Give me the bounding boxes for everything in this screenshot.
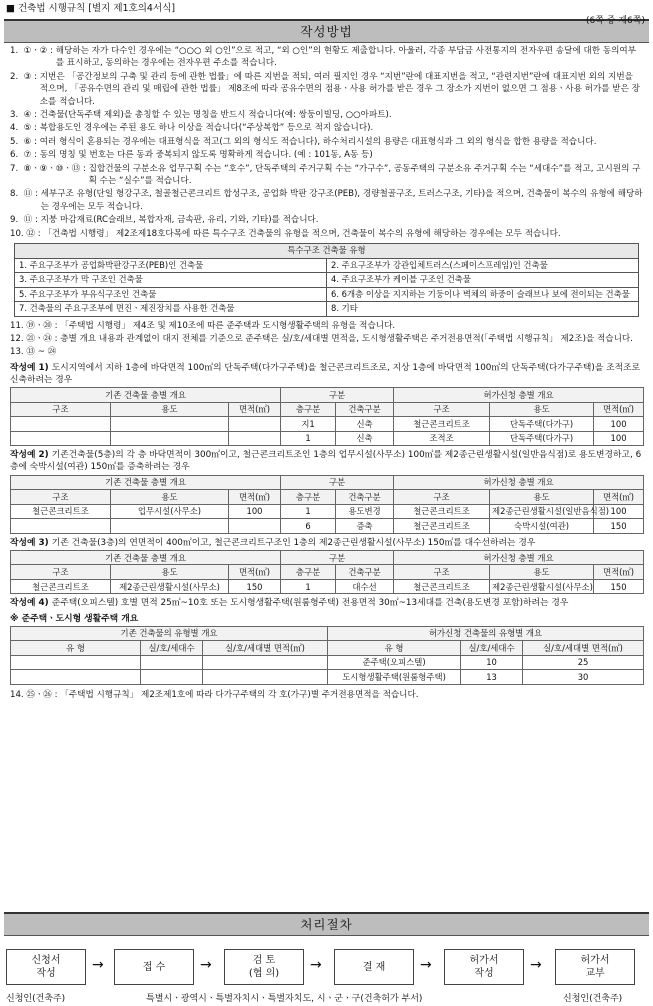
instruction-item — [10, 320, 643, 332]
header-bdiv: 건축구분 — [336, 490, 394, 505]
instruction-item — [10, 149, 643, 161]
special-structure-box — [14, 243, 639, 317]
instruction-item — [10, 333, 643, 345]
special-type-cell: 5. 주요구조부가 부유식구조인 건축물 — [15, 287, 327, 302]
item-text — [59, 346, 643, 358]
example-table — [10, 550, 644, 595]
table-cell: 1 — [281, 579, 336, 594]
special-type-cell: 6. 6개층 이상을 지지하는 기둥이나 벽체의 하중이 슬래브나 보에 전이되는 건축물 — [327, 287, 639, 302]
table-cell — [11, 431, 111, 446]
header-use: 용도 — [490, 402, 594, 417]
table-cell: 지1 — [281, 417, 336, 432]
table-cell: 150 — [594, 579, 644, 594]
item-number: 13. ⑬ ~ ㉔ — [10, 347, 57, 358]
table-cell — [203, 670, 328, 685]
example-label: 작성예 3) — [10, 537, 49, 548]
table-cell: 단독주택(다가구) — [490, 431, 594, 446]
table-cell: 100 — [594, 417, 644, 432]
header-use: 용도 — [111, 402, 229, 417]
process-step-4: 결 재 — [334, 949, 414, 985]
header-div: 구분 — [281, 388, 394, 403]
header-area: 면적(㎡) — [229, 490, 281, 505]
header-div: 구분 — [281, 550, 394, 565]
item-text: 「건축법 시행령」 제2조제18호다목에 따른 특수구조 건축물의 유형을 적으며, 건축물이 복수의 유형에 해당하는 경우에는 모두 적습니다. — [43, 228, 561, 239]
process-step-5: 허가서 작성 — [444, 949, 524, 985]
header-struct: 구조 — [394, 402, 490, 417]
table-cell: 준주택(오피스텔) — [328, 655, 461, 670]
table-cell: 10 — [461, 655, 523, 670]
header-use: 용도 — [490, 490, 594, 505]
header-count: 실/호/세대수 — [141, 641, 203, 656]
item-number: 6. ⑦ : — [10, 150, 37, 161]
process-step-2: 접 수 — [114, 949, 194, 985]
item-text: 해당하는 자가 다수인 경우에는 “○○○ 외 ○인”으로 적고, “외 ○인”의 현황도 제출합니다. 아울러, 각종 부담금 사전통지의 전자우편 송달에 대한 동의여부를 표시하고, 동의하는 경우에는 전자우편 주소를 적습니다. — [55, 46, 637, 69]
item-text: 건축물(단독주택 제외)을 총칭할 수 있는 명칭을 반드시 적습니다(예: 쌍둥이빌딩, ○○아파트). — [39, 110, 392, 121]
item-number: 8. ⑪ : — [10, 189, 38, 200]
table-cell: 100 — [229, 504, 281, 519]
table-cell — [11, 519, 111, 534]
special-type-cell: 4. 주요구조부가 케이블 구조인 건축물 — [327, 273, 639, 288]
header-area: 면적(㎡) — [229, 402, 281, 417]
header-struct: 구조 — [11, 402, 111, 417]
header-floor: 층구분 — [281, 565, 336, 580]
item-number: 3. ④ : — [10, 110, 37, 121]
table-cell — [11, 670, 141, 685]
applicant-label-left: 신청인(건축주) — [6, 994, 66, 1004]
example-text: 기존 건축물(3층)의 연면적이 400㎡이고, 철근콘크리트구조인 1층의 제2종근린생활시설(사무소) 150㎡를 대수선하려는 경우 — [51, 537, 536, 548]
instruction-item — [10, 122, 643, 134]
table-cell — [141, 655, 203, 670]
process-flow — [0, 943, 653, 983]
section-title: 작성방법 — [4, 19, 649, 43]
table-cell: 신축 — [336, 431, 394, 446]
table-cell — [111, 431, 229, 446]
form-header: ■ 건축법 시행규칙 [별지 제1호의4서식] — [6, 3, 176, 14]
table-row — [11, 655, 644, 670]
instruction-item — [10, 346, 643, 358]
table-cell — [229, 519, 281, 534]
example-label: 작성예 1) — [10, 362, 49, 373]
table-cell: 철근콘크리트조 — [11, 579, 111, 594]
example-4-heading: 작성예 4) 준주택(오피스텔) 호별 면적 25㎡~10호 또는 도시형생활주택(원룸형주택) 전용면적 30㎡~13세대를 건축(용도변경 포함)하려는 경우 — [10, 598, 569, 609]
table-cell: 1 — [281, 504, 336, 519]
instruction-item — [10, 109, 643, 121]
table-cell: 대수선 — [336, 579, 394, 594]
example-heading — [10, 449, 643, 473]
instruction-item — [10, 188, 643, 213]
header-struct: 구조 — [11, 565, 111, 580]
item-text: 세부구조 유형(단일 형강구조, 철골철근콘크리트 합성구조, 공업화 박판 강구조(PEB), 경량철골구조, 트러스구조, 기타)을 적으며, 건축물이 복수의 유형에 해당하는 경우에는 모두 적습니다. — [40, 189, 643, 212]
item-text: 복합용도인 경우에는 주된 용도 하나 이상을 적습니다(“주상복합” 등으로 적지 않습니다). — [39, 123, 374, 134]
instruction-item — [10, 45, 643, 70]
table-cell: 조적조 — [394, 431, 490, 446]
table-cell: 제2종근린생활시설(사무소) — [111, 579, 229, 594]
instruction-14: 14. ㉕ㆍ㉖ : 「주택법 시행규칙」 제2조제1호에 따라 다가구주택의 각 호(가구)별 주거전용면적을 적습니다. — [10, 689, 419, 700]
header-count: 실/호/세대수 — [461, 641, 523, 656]
table-cell: 13 — [461, 670, 523, 685]
table-cell: 숙박시설(여관) — [490, 519, 594, 534]
table-row — [11, 519, 644, 534]
instructions-list — [10, 45, 643, 240]
table-cell — [229, 417, 281, 432]
header-permit-type: 허가신청 건축물의 유형별 개요 — [328, 626, 644, 641]
header-type: 유 형 — [11, 641, 141, 656]
header-floor: 층구분 — [281, 490, 336, 505]
arrow-right-icon: → — [92, 957, 104, 973]
special-type-cell: 8. 기타 — [327, 302, 639, 317]
instruction-item — [10, 163, 643, 188]
applicant-label-right: 신청인(건축주) — [563, 994, 623, 1004]
item-number: 11. ⑲ㆍ⑳ : — [10, 320, 58, 331]
header-area: 실/호/세대별 면적(㎡) — [203, 641, 328, 656]
table-cell — [111, 519, 229, 534]
header-permit: 허가신청 층별 개요 — [394, 550, 644, 565]
header-area: 면적(㎡) — [594, 402, 644, 417]
example-table — [10, 387, 644, 446]
item-text: 층별 개요 내용과 관계없이 대지 전체를 기준으로 준주택은 실/호/세대별 면적을, 도시형생활주택은 주거전용면적(「주택법 시행규칙」 제2조)을 적습니다. — [60, 334, 633, 344]
table-cell — [203, 655, 328, 670]
table-cell: 30 — [523, 670, 644, 685]
header-bdiv: 건축구분 — [336, 402, 394, 417]
table-cell — [11, 417, 111, 432]
item-text: 동의 명칭 및 번호는 다른 동과 중복되지 않도록 명확하게 적습니다. (예 : 101동, A동 등) — [39, 150, 373, 161]
table-cell: 도시형생활주택(원룸형주택) — [328, 670, 461, 685]
item-text: 집합건물의 구분소유 업무구획 수는 “호수”, 단독주택의 주거구획 수는 “가구수”, 공동주택의 구분소유 주거구획 수는 “세대수”를 적고, 고시원의 구획 수는 “실수”를 적습니다. — [88, 163, 641, 187]
item-number: 4. ⑤ : — [10, 123, 37, 134]
item-number: 12. ㉑ㆍ㉔ : — [10, 334, 58, 344]
header-permit: 허가신청 층별 개요 — [394, 388, 644, 403]
table-row — [11, 417, 644, 432]
header-area: 면적(㎡) — [229, 565, 281, 580]
item-number: 5. ⑥ : — [10, 136, 37, 147]
table-cell: 철근콘크리트조 — [394, 417, 490, 432]
example-4-table — [10, 626, 644, 685]
special-type-cell: 3. 주요구조부가 막 구조인 건축물 — [15, 273, 327, 288]
item-text: 여러 형식이 혼용되는 경우에는 대표형식을 적고(그 외의 형식도 적습니다), 하수처리시설의 용량은 대표형식과 그 외의 형식을 합한 용량을 적습니다. — [39, 136, 597, 147]
process-title: 처리절차 — [4, 912, 649, 936]
arrow-right-icon: → — [530, 957, 542, 973]
authority-label: 특별시ㆍ광역시ㆍ특별자치시ㆍ특별자치도, 시ㆍ군ㆍ구(건축허가 부서) — [146, 994, 423, 1004]
special-type-cell: 7. 건축물의 주요구조부에 면진ㆍ제진장치를 사용한 건축물 — [15, 302, 327, 317]
header-struct: 구조 — [394, 490, 490, 505]
instruction-item — [10, 228, 643, 240]
example-table — [10, 475, 644, 534]
header-use: 용도 — [490, 565, 594, 580]
header-exist: 기존 건축물 층별 개요 — [11, 550, 281, 565]
header-area: 면적(㎡) — [594, 565, 644, 580]
header-struct: 구조 — [11, 490, 111, 505]
table-cell: 150 — [229, 579, 281, 594]
header-area: 면적(㎡) — [594, 490, 644, 505]
arrow-right-icon: → — [310, 957, 322, 973]
table-cell: 신축 — [336, 417, 394, 432]
header-exist-type: 기존 건축물의 유형별 개요 — [11, 626, 328, 641]
table-cell: 6 — [281, 519, 336, 534]
special-type-cell: 2. 주요구조부가 강관입체트러스(스페이스프레임)인 건축물 — [327, 258, 639, 273]
table-cell: 철근콘크리트조 — [394, 519, 490, 534]
table-cell: 증축 — [336, 519, 394, 534]
table-cell: 용도변경 — [336, 504, 394, 519]
table-cell — [111, 417, 229, 432]
instructions-list-2 — [10, 320, 643, 359]
table-cell — [229, 431, 281, 446]
example-text: 기존건축물(5층)의 각 층 바닥면적이 300㎡이고, 철근콘크리트조인 1층의 업무시설(사무소) 100㎡를 제2종근린생활시설(일반음식점)로 용도변경하고, 6층에 숙박시설(여관) 150㎡를 증축하려는 경우 — [10, 450, 642, 473]
instruction-item — [10, 214, 643, 226]
table-cell: 제2종근린생활시설(사무소) — [490, 579, 594, 594]
example-heading — [10, 537, 643, 549]
special-box-title: 특수구조 건축물 유형 — [15, 244, 639, 259]
special-type-cell: 1. 주요구조부가 공업화박판강구조(PEB)인 건축물 — [15, 258, 327, 273]
instruction-item — [10, 136, 643, 148]
header-exist: 기존 건축물 층별 개요 — [11, 475, 281, 490]
header-area: 실/호/세대별 면적(㎡) — [523, 641, 644, 656]
example-text: 도시지역에서 지하 1층에 바닥면적 100㎡의 단독주택(다가구주택)을 철근콘크리트조로, 지상 1층에 바닥면적 100㎡의 단독주택(다가구주택)을 조적조로 신축하려는 경우 — [10, 362, 641, 386]
arrow-right-icon: → — [420, 957, 432, 973]
item-number: 2. ③ : — [10, 71, 37, 82]
example-label: 작성예 2) — [10, 450, 49, 461]
header-use: 용도 — [111, 490, 229, 505]
table-cell: 100 — [594, 504, 644, 519]
table-cell: 25 — [523, 655, 644, 670]
table-cell — [11, 655, 141, 670]
table-cell: 1 — [281, 431, 336, 446]
header-struct: 구조 — [394, 565, 490, 580]
header-bdiv: 건축구분 — [336, 565, 394, 580]
item-number: 9. ⑪ : — [10, 215, 38, 226]
table-cell: 제2종근린생활시설(일반음식점) — [490, 504, 594, 519]
header-exist: 기존 건축물 층별 개요 — [11, 388, 281, 403]
table-row — [11, 504, 644, 519]
table-cell: 100 — [594, 431, 644, 446]
item-text: 지붕 마감재료(RC슬래브, 복합자재, 금속판, 유리, 기와, 기타)를 적습니다. — [40, 215, 319, 226]
instruction-item — [10, 71, 643, 108]
table-cell: 단독주택(다가구) — [490, 417, 594, 432]
process-step-3: 검 토 (협 의) — [224, 949, 304, 985]
table-cell — [141, 670, 203, 685]
table-cell: 철근콘크리트조 — [394, 579, 490, 594]
header-use: 용도 — [111, 565, 229, 580]
table-cell: 150 — [594, 519, 644, 534]
item-number: 10. ⑫ : — [10, 228, 41, 239]
example-heading — [10, 362, 643, 386]
item-number: 7. ⑧ㆍ⑨ㆍ⑩ㆍ⑬ : — [10, 163, 86, 174]
table-row — [11, 670, 644, 685]
table-cell: 철근콘크리트조 — [11, 504, 111, 519]
example-4-subtitle: ※ 준주택ㆍ도시형 생활주택 개요 — [10, 613, 139, 624]
table-row — [11, 579, 644, 594]
arrow-right-icon: → — [200, 957, 212, 973]
item-text: 지번은 「공간정보의 구축 및 관리 등에 관한 법률」에 따른 지번을 적되, 여러 필지인 경우 “지번”란에 대표지번을 적고, “관련지번”란에 대표지번 외의 지번을 적으며, 「공유수면의 관리 및 매립에 관한 법률」 제8조에 따라 공유수면의 점용ㆍ사용 허가를 받은 경우 그 장소가 지번이 없으면 그 점용ㆍ사용 허가를 받은 장소를 적습니다. — [39, 71, 640, 107]
table-row — [11, 431, 644, 446]
process-step-1: 신청서 작성 — [6, 949, 86, 985]
item-number: 1. ①ㆍ② : — [10, 46, 53, 56]
table-cell: 철근콘크리트조 — [394, 504, 490, 519]
process-step-6: 허가서 교부 — [555, 949, 635, 985]
header-permit: 허가신청 층별 개요 — [394, 475, 644, 490]
header-floor: 층구분 — [281, 402, 336, 417]
header-div: 구분 — [281, 475, 394, 490]
item-text: 「주택법 시행령」 제4조 및 제10조에 따른 준주택과 도시형생활주택의 유형을 적습니다. — [60, 320, 396, 331]
header-type: 유 형 — [328, 641, 461, 656]
table-cell: 업무시설(사무소) — [111, 504, 229, 519]
page-number: (6쪽 중 제6쪽) — [586, 16, 645, 26]
